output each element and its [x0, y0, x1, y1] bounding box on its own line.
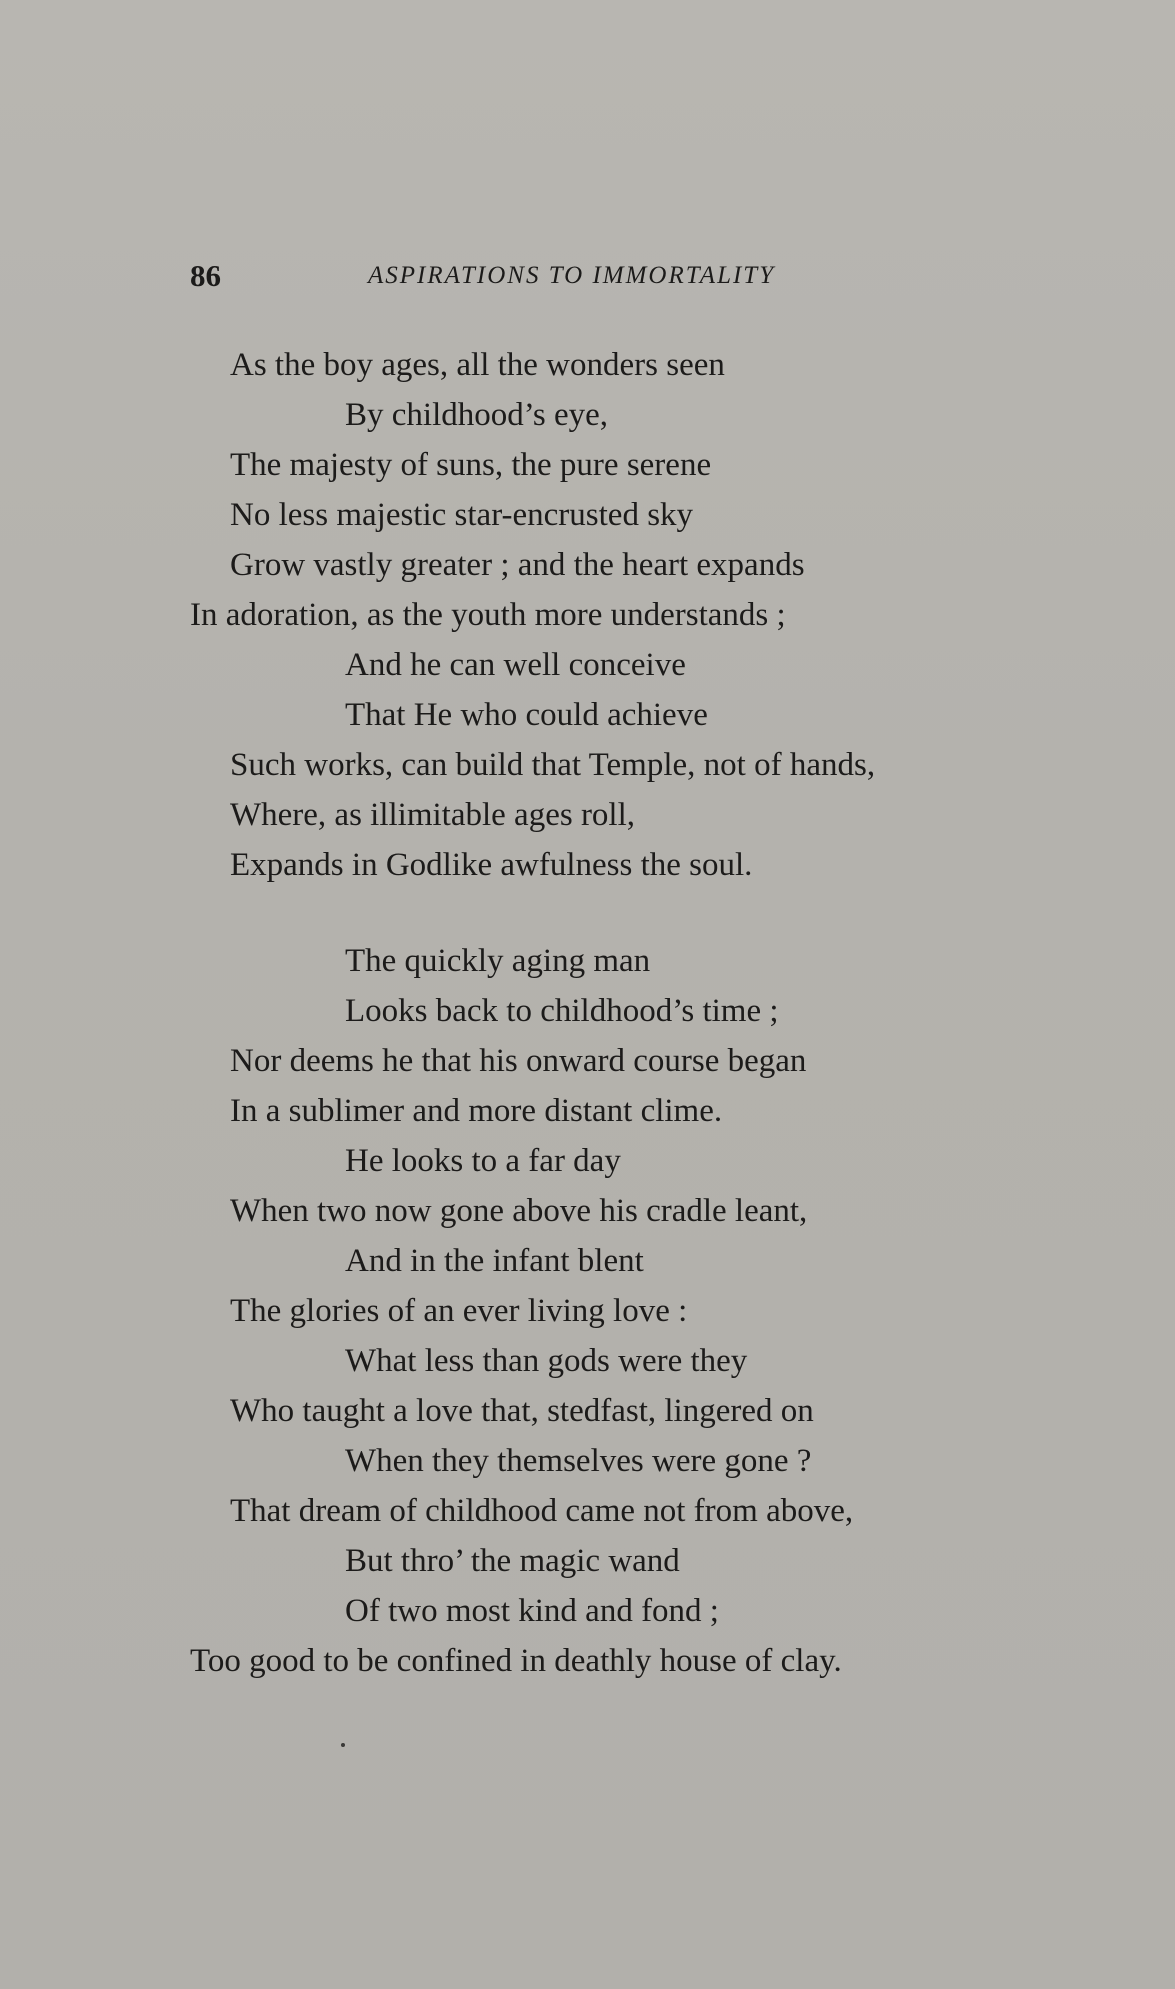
- poem-line: No less majestic star-encrusted sky: [230, 497, 694, 533]
- poem-line: As the boy ages, all the wonders seen: [230, 347, 725, 383]
- stanza-break: [190, 890, 1070, 936]
- poem-line: The majesty of suns, the pure serene: [230, 447, 712, 483]
- stanza: [190, 340, 1070, 890]
- page-header: [190, 258, 890, 298]
- poem-line: Expands in Godlike awfulness the soul.: [230, 847, 753, 883]
- poem-line: But thro’ the magic wand: [345, 1543, 680, 1579]
- poem-body: [190, 340, 1070, 1686]
- poem-line: The glories of an ever living love :: [230, 1293, 688, 1329]
- poem-line: Looks back to childhood’s time ;: [345, 993, 779, 1029]
- poem-line: And in the infant blent: [345, 1243, 644, 1279]
- ink-speck: [341, 1743, 345, 1747]
- poem-line: By childhood’s eye,: [345, 397, 609, 433]
- poem-line: And he can well conceive: [345, 647, 686, 683]
- poem-line: That dream of childhood came not from above,: [230, 1493, 854, 1529]
- poem-line: Nor deems he that his onward course began: [230, 1043, 807, 1079]
- poem-line: Of two most kind and fond ;: [345, 1593, 719, 1629]
- poem-line: The quickly aging man: [345, 943, 651, 979]
- poem-line: Where, as illimitable ages roll,: [230, 797, 636, 833]
- poem-line: That He who could achieve: [345, 697, 708, 733]
- page-number: 86: [190, 258, 221, 293]
- poem-line: He looks to a far day: [345, 1143, 621, 1179]
- poem-line: Who taught a love that, stedfast, lingered on: [230, 1393, 814, 1429]
- poem-line: What less than gods were they: [345, 1343, 748, 1379]
- poem-line: Such works, can build that Temple, not of hands,: [230, 747, 876, 783]
- poem-line: In adoration, as the youth more understands ;: [190, 597, 786, 633]
- running-title: ASPIRATIONS TO IMMORTALITY: [368, 262, 776, 289]
- poem-line: Grow vastly greater ; and the heart expands: [230, 547, 805, 583]
- stanza: [190, 936, 1070, 1686]
- poem-line: In a sublimer and more distant clime.: [230, 1093, 723, 1129]
- poem-line: Too good to be confined in deathly house of clay.: [190, 1643, 842, 1679]
- poem-line: When two now gone above his cradle leant,: [230, 1193, 808, 1229]
- poem-line: When they themselves were gone ?: [345, 1443, 812, 1479]
